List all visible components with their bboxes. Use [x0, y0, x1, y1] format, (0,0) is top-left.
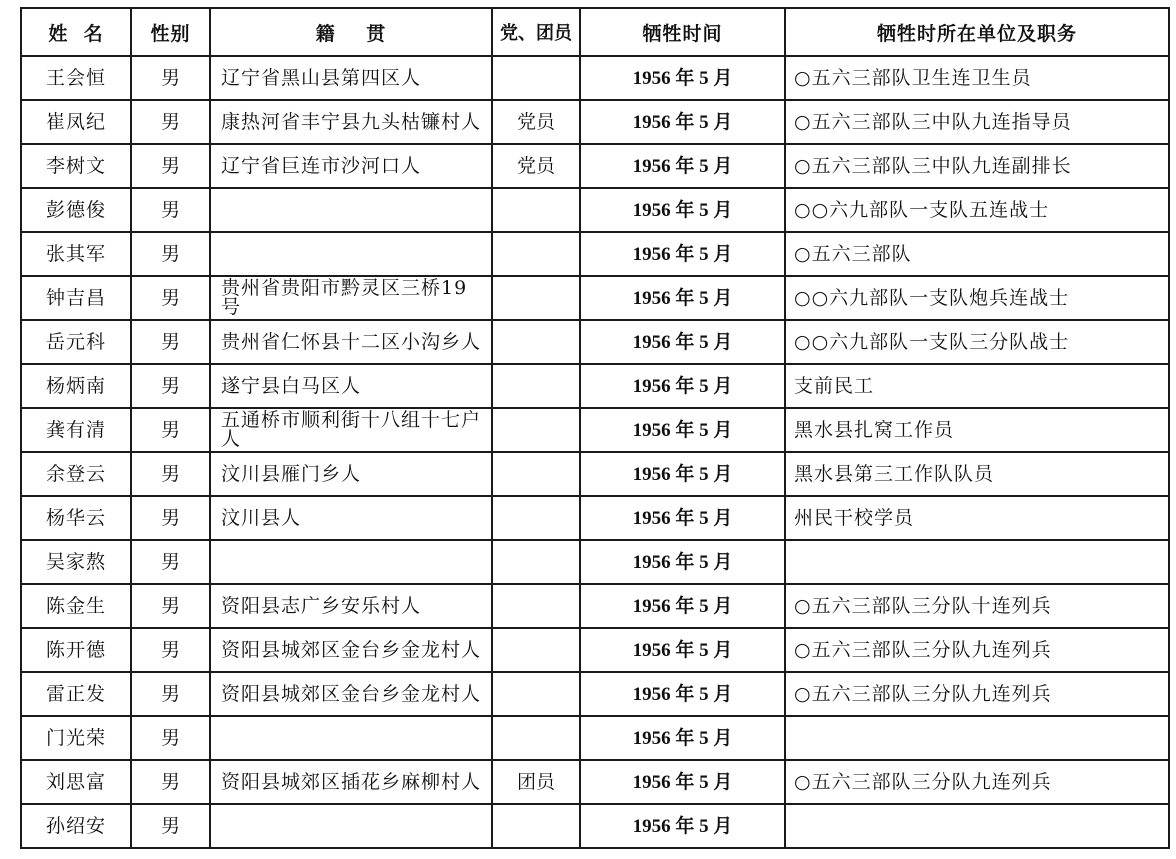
- header-date: 牺牲时间: [580, 8, 785, 56]
- cell-sex: 男: [131, 452, 210, 496]
- table-row: [21, 804, 1169, 848]
- cell-sex: 男: [131, 716, 210, 760]
- cell-name: 孙绍安: [21, 804, 131, 848]
- cell-sex: 男: [131, 188, 210, 232]
- cell-party: [492, 584, 580, 628]
- cell-unit: 支前民工: [785, 364, 1169, 408]
- cell-unit: ○五六三部队卫生连卫生员: [785, 56, 1169, 100]
- cell-unit: ○五六三部队三分队九连列兵: [785, 760, 1169, 804]
- header-party: 党、团员: [492, 8, 580, 56]
- cell-sex: 男: [131, 672, 210, 716]
- cell-sex: 男: [131, 540, 210, 584]
- cell-date: 1956 年 5 月: [580, 584, 785, 628]
- table-row: [21, 584, 1169, 628]
- cell-party: [492, 628, 580, 672]
- cell-unit: ○○六九部队一支队五连战士: [785, 188, 1169, 232]
- cell-origin: [210, 188, 492, 232]
- cell-origin: [210, 540, 492, 584]
- cell-name: 张其军: [21, 232, 131, 276]
- cell-sex: 男: [131, 144, 210, 188]
- cell-name: 雷正发: [21, 672, 131, 716]
- cell-unit: ○五六三部队三分队九连列兵: [785, 672, 1169, 716]
- table-row: [21, 144, 1169, 188]
- cell-date: 1956 年 5 月: [580, 144, 785, 188]
- cell-unit: [785, 716, 1169, 760]
- cell-sex: 男: [131, 364, 210, 408]
- cell-date: 1956 年 5 月: [580, 100, 785, 144]
- cell-unit: ○○六九部队一支队三分队战士: [785, 320, 1169, 364]
- cell-unit: [785, 540, 1169, 584]
- table-row: [21, 716, 1169, 760]
- cell-party: [492, 276, 580, 320]
- cell-name: 杨华云: [21, 496, 131, 540]
- cell-date: 1956 年 5 月: [580, 496, 785, 540]
- cell-name: 吴家熬: [21, 540, 131, 584]
- cell-name: 余登云: [21, 452, 131, 496]
- cell-sex: 男: [131, 760, 210, 804]
- table-row: [21, 364, 1169, 408]
- cell-origin: 贵州省仁怀县十二区小沟乡人: [210, 320, 492, 364]
- cell-party: [492, 804, 580, 848]
- cell-origin: 五通桥市顺利街十八组十七户人: [210, 408, 492, 452]
- header-unit: 牺牲时所在单位及职务: [785, 8, 1169, 56]
- table-row: [21, 760, 1169, 804]
- table-body: [21, 56, 1169, 848]
- cell-origin: 汶川县人: [210, 496, 492, 540]
- cell-unit: 州民干校学员: [785, 496, 1169, 540]
- cell-unit: 黑水县扎窝工作员: [785, 408, 1169, 452]
- cell-party: [492, 188, 580, 232]
- cell-party: [492, 320, 580, 364]
- cell-party: 党员: [492, 100, 580, 144]
- cell-party: 党员: [492, 144, 580, 188]
- cell-date: 1956 年 5 月: [580, 188, 785, 232]
- cell-party: [492, 540, 580, 584]
- cell-origin: 遂宁县白马区人: [210, 364, 492, 408]
- cell-date: 1956 年 5 月: [580, 540, 785, 584]
- table-row: [21, 408, 1169, 452]
- table-row: [21, 188, 1169, 232]
- cell-unit: ○○六九部队一支队炮兵连战士: [785, 276, 1169, 320]
- cell-name: 陈开德: [21, 628, 131, 672]
- cell-date: 1956 年 5 月: [580, 276, 785, 320]
- cell-origin: 辽宁省巨连市沙河口人: [210, 144, 492, 188]
- cell-origin: 康热河省丰宁县九头枯镰村人: [210, 100, 492, 144]
- header-name: 姓 名: [21, 8, 131, 56]
- cell-name: 杨炳南: [21, 364, 131, 408]
- cell-date: 1956 年 5 月: [580, 452, 785, 496]
- cell-party: [492, 408, 580, 452]
- cell-date: 1956 年 5 月: [580, 672, 785, 716]
- cell-origin: 资阳县志广乡安乐村人: [210, 584, 492, 628]
- martyr-roster-table: [20, 7, 1170, 849]
- table-row: [21, 540, 1169, 584]
- cell-name: 岳元科: [21, 320, 131, 364]
- cell-name: 龚有清: [21, 408, 131, 452]
- cell-date: 1956 年 5 月: [580, 804, 785, 848]
- cell-name: 李树文: [21, 144, 131, 188]
- cell-name: 彭德俊: [21, 188, 131, 232]
- cell-unit: ○五六三部队三分队九连列兵: [785, 628, 1169, 672]
- table-row: [21, 56, 1169, 100]
- header-row: [21, 8, 1169, 56]
- cell-unit: ○五六三部队三中队九连指导员: [785, 100, 1169, 144]
- cell-origin: 资阳县城郊区金台乡金龙村人: [210, 628, 492, 672]
- cell-unit: 黑水县第三工作队队员: [785, 452, 1169, 496]
- cell-sex: 男: [131, 56, 210, 100]
- cell-party: [492, 56, 580, 100]
- cell-unit: ○五六三部队三中队九连副排长: [785, 144, 1169, 188]
- cell-date: 1956 年 5 月: [580, 56, 785, 100]
- cell-origin: [210, 232, 492, 276]
- cell-date: 1956 年 5 月: [580, 760, 785, 804]
- table-row: [21, 276, 1169, 320]
- header-origin: 籍 贯: [210, 8, 492, 56]
- cell-party: [492, 716, 580, 760]
- cell-date: 1956 年 5 月: [580, 716, 785, 760]
- cell-party: [492, 672, 580, 716]
- cell-date: 1956 年 5 月: [580, 364, 785, 408]
- cell-sex: 男: [131, 100, 210, 144]
- table-row: [21, 100, 1169, 144]
- cell-sex: 男: [131, 584, 210, 628]
- cell-origin: 资阳县城郊区金台乡金龙村人: [210, 672, 492, 716]
- header-sex: 性别: [131, 8, 210, 56]
- cell-sex: 男: [131, 496, 210, 540]
- table-row: [21, 452, 1169, 496]
- cell-unit: [785, 804, 1169, 848]
- table-row: [21, 320, 1169, 364]
- cell-origin: 汶川县雁门乡人: [210, 452, 492, 496]
- cell-name: 钟吉昌: [21, 276, 131, 320]
- cell-sex: 男: [131, 232, 210, 276]
- cell-unit: ○五六三部队三分队十连列兵: [785, 584, 1169, 628]
- cell-origin: 辽宁省黑山县第四区人: [210, 56, 492, 100]
- cell-party: [492, 364, 580, 408]
- cell-name: 陈金生: [21, 584, 131, 628]
- cell-unit: ○五六三部队: [785, 232, 1169, 276]
- table-row: [21, 628, 1169, 672]
- cell-origin: 资阳县城郊区插花乡麻柳村人: [210, 760, 492, 804]
- cell-sex: 男: [131, 320, 210, 364]
- cell-name: 崔凤纪: [21, 100, 131, 144]
- cell-name: 王会恒: [21, 56, 131, 100]
- cell-origin: 贵州省贵阳市黔灵区三桥19号: [210, 276, 492, 320]
- cell-name: 门光荣: [21, 716, 131, 760]
- table-row: [21, 496, 1169, 540]
- cell-name: 刘思富: [21, 760, 131, 804]
- table-row: [21, 672, 1169, 716]
- cell-sex: 男: [131, 804, 210, 848]
- cell-date: 1956 年 5 月: [580, 320, 785, 364]
- table-header: [21, 8, 1169, 56]
- cell-origin: [210, 716, 492, 760]
- cell-party: 团员: [492, 760, 580, 804]
- table-row: [21, 232, 1169, 276]
- cell-party: [492, 496, 580, 540]
- cell-party: [492, 232, 580, 276]
- cell-sex: 男: [131, 628, 210, 672]
- cell-origin: [210, 804, 492, 848]
- cell-sex: 男: [131, 408, 210, 452]
- cell-party: [492, 452, 580, 496]
- cell-date: 1956 年 5 月: [580, 408, 785, 452]
- cell-date: 1956 年 5 月: [580, 232, 785, 276]
- cell-sex: 男: [131, 276, 210, 320]
- cell-date: 1956 年 5 月: [580, 628, 785, 672]
